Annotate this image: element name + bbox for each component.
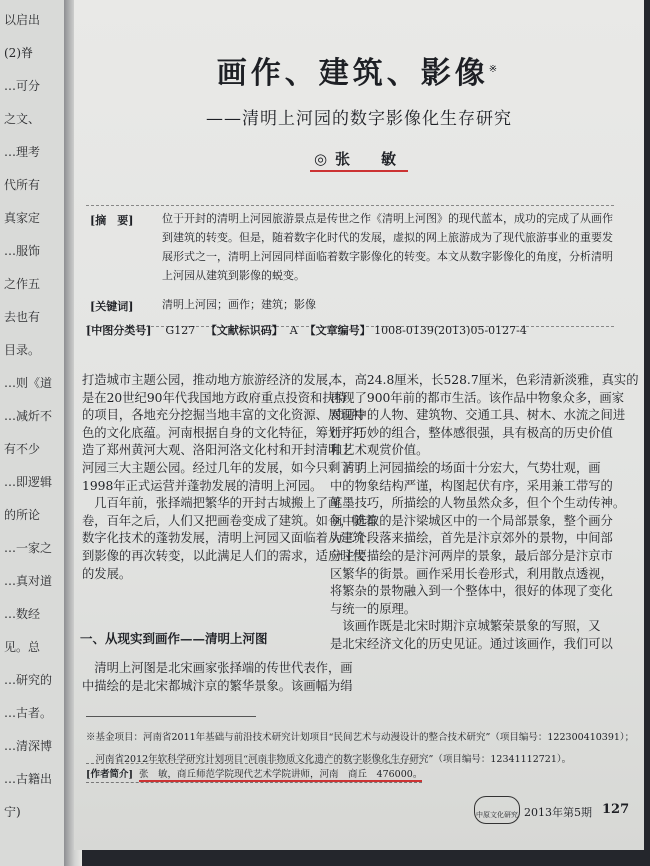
author-name: ◎张 敏 <box>310 150 408 172</box>
footnote-rule <box>86 716 256 717</box>
article-number-value: 1008-0139(2013)05-0127-4 <box>374 324 527 337</box>
left-page-fragment-line: …清深博 <box>4 739 53 753</box>
left-page-fragment-line: …可分 <box>4 79 41 93</box>
right-column-line: 中的物象结构严谨，构图起伏有序，采用兼工带写的 <box>330 478 613 493</box>
left-column-line: 的项目，各地充分挖掘当地丰富的文化资源、展现特 <box>82 408 365 423</box>
left-page-fragment-line: …一家之 <box>4 541 53 555</box>
page-number: 127 <box>602 802 630 817</box>
abstract-line: 上河园从建筑到影像的蜕变。 <box>162 269 305 282</box>
right-column-line: 和艺术观赏价值。 <box>330 443 429 458</box>
right-column-line: 再现了900年前的都市生活。该作品中物象众多，画家 <box>330 390 625 405</box>
author-bio <box>86 763 422 783</box>
left-page-fragment-line: 有不少 <box>4 442 41 456</box>
left-column-line: 是在20世纪90年代我国地方政府重点投资和扶持 <box>82 390 347 405</box>
left-column-line: 的发展。 <box>82 566 132 581</box>
left-column-line: 打造城市主题公园，推动地方旅游经济的发展， <box>82 373 341 387</box>
left-page-fragment-line: …古籍出 <box>4 772 53 786</box>
title-footnote-mark: ※ <box>488 64 502 75</box>
right-column-line: 是北宋经济文化的历史见证。通过该画作，我们可以 <box>330 636 613 651</box>
left-column-line: 1998年正式运营并蓬勃发展的清明上河园。 <box>82 478 323 493</box>
right-column-line: 为三个段落来描绘，首先是汴京郊外的景物，中间部 <box>330 531 613 546</box>
classification-line <box>86 322 527 338</box>
left-page-fragment-line: 之文、 <box>4 112 41 126</box>
right-column-line: 将繁杂的景物融入到一个整体中，很好的体现了变化 <box>330 584 613 599</box>
left-page-fragment-line: (2)脊 <box>4 46 33 60</box>
left-page-fragment-line: …则《道 <box>4 376 53 390</box>
journal-logo: 中原文化研究 <box>474 796 520 824</box>
article-subtitle: ——清明上河园的数字影像化生存研究 <box>206 109 512 129</box>
left-page-fragment-line: …数经 <box>4 607 41 621</box>
body-column-right <box>330 372 639 654</box>
left-page-fragment-line: 见。总 <box>4 640 41 654</box>
adjacent-page-fragment <box>0 0 72 866</box>
right-column-line: 本，高24.8厘米，长528.7厘米，色彩清新淡雅，真实的 <box>330 373 639 387</box>
left-column-line: 到影像的再次转变，以此满足人们的需求，适应时代 <box>82 548 365 563</box>
title-text: 画作、建筑、影像 <box>216 56 489 91</box>
right-column-line: 行了巧妙的组合，整体感很强，具有极高的历史价值 <box>330 425 613 440</box>
abstract-line: 位于开封的清明上河园旅游景点是传世之作《清明上河图》的现代蓝本，成功的完成了从画作 <box>162 212 613 225</box>
left-page-fragment-line: 的所论 <box>4 508 41 522</box>
left-page-fragment-line: …真对道 <box>4 574 53 588</box>
left-page-fragment-line: …古者。 <box>4 706 53 720</box>
left-page-fragment-line: …服饰 <box>4 244 41 258</box>
footnote-line: 河南省2012年软科学研究计划项目“河南非物质文化遗产的数字影像化生存研究”（项目编号：12341112721）。 <box>86 754 572 765</box>
author-bio-value: 张 敏，商丘师范学院现代艺术学院讲师，河南 商丘 476000。 <box>139 769 423 780</box>
right-column-line: 分主要描绘的是汴河两岸的景象，最后部分是汴京市 <box>330 548 613 563</box>
clc-label: [中图分类号] <box>86 324 152 337</box>
left-column-line: 卷，百年之后，人们又把画卷变成了建筑。如今，随着 <box>82 513 378 528</box>
doc-code-label: 【文献标识码】 <box>205 324 283 337</box>
left-page-fragment-line: 宁) <box>4 805 21 819</box>
keywords-label: [关键词] <box>90 300 134 313</box>
footnote-line: ※基金项目：河南省2011年基础与前沿技术研究计划项目“民间艺术与动漫设计的整合技术研究”（项目编号：122300410391）； <box>86 731 635 743</box>
doc-code-value: A <box>289 324 298 337</box>
right-column-line: 与统一的原理。 <box>330 601 417 616</box>
right-column-line: 清明上河园描绘的场面十分宏大，气势壮观，画 <box>330 460 601 475</box>
abstract-label: [摘 要] <box>90 214 134 227</box>
left-page-fragment-line: …减炘不 <box>4 409 53 423</box>
left-page-fragment-line: …即逻辑 <box>4 475 53 489</box>
right-column-line: 区繁华的街景。画作采用长卷形式，利用散点透视， <box>330 566 613 581</box>
right-column-line: 画中选取的是汴梁城区中的一个局部景象，整个画分 <box>330 513 613 528</box>
left-page-fragment-line: …研究的 <box>4 673 53 687</box>
left-page-fragment-line: 去也有 <box>4 310 41 324</box>
left-column-2-line: 中描绘的是北宋都城汴京的繁华景象。该画幅为绢 <box>82 678 353 693</box>
left-page-fragment-line: 之作五 <box>4 277 41 291</box>
author-bio-label: [作者简介] <box>86 769 133 780</box>
left-page-fragment-line: …理考 <box>4 145 41 159</box>
clc-value: G127 <box>165 324 196 337</box>
left-column-line: 色的文化底蕴。河南根据自身的文化特征，筹划并打 <box>82 425 365 440</box>
left-page-fragment-line: 代所有 <box>4 178 41 192</box>
body-column-left-continued <box>82 660 353 695</box>
abstract-block <box>86 205 614 327</box>
left-column-line: 河园三大主题公园。经过几年的发展，如今只剩下了 <box>82 460 365 475</box>
section-heading: 一、从现实到画作——清明上河图 <box>80 631 268 646</box>
article-title <box>74 48 644 92</box>
left-page-fragment-line: 目录。 <box>4 343 41 357</box>
left-page-fragment-line: 以启出 <box>4 13 41 27</box>
author-line <box>74 148 644 169</box>
right-column-line: 该画作既是北宋时期汴京城繁荣景象的写照，又 <box>330 619 601 634</box>
right-column-line: 笔墨技巧，所描绘的人物虽然众多，但个个生动传神。 <box>330 496 626 511</box>
left-column-2-line: 清明上河图是北宋画家张择端的传世代表作，画 <box>82 661 353 675</box>
article-number-label: 【文章编号】 <box>304 324 371 337</box>
right-column-line: 对画中的人物、建筑物、交通工具、树木、水流之间进 <box>330 408 626 423</box>
left-column-line: 造了郑州黄河大观、洛阳河洛文化村和开封清明上 <box>82 443 353 458</box>
keywords-value: 清明上河园；画作；建筑；影像 <box>162 298 316 311</box>
left-column-line: 数字化技术的蓬勃发展，清明上河园又面临着从建筑 <box>82 531 365 546</box>
left-page-fragment-line: 真家定 <box>4 211 41 225</box>
abstract-line: 到建筑的转变。但是，随着数字化时代的发展，虚拟的网上旅游成为了现代旅游事业的重要发 <box>162 231 613 244</box>
abstract-line: 展形式之一，清明上河园同样面临着数字影像化的转变。本文从数字影像化的角度，分析清明 <box>162 250 613 263</box>
left-column-line: 几百年前，张择端把繁华的开封古城搬上了画 <box>82 496 341 511</box>
journal-page <box>74 0 644 850</box>
issue-label: 2013年第5期 <box>524 806 592 819</box>
